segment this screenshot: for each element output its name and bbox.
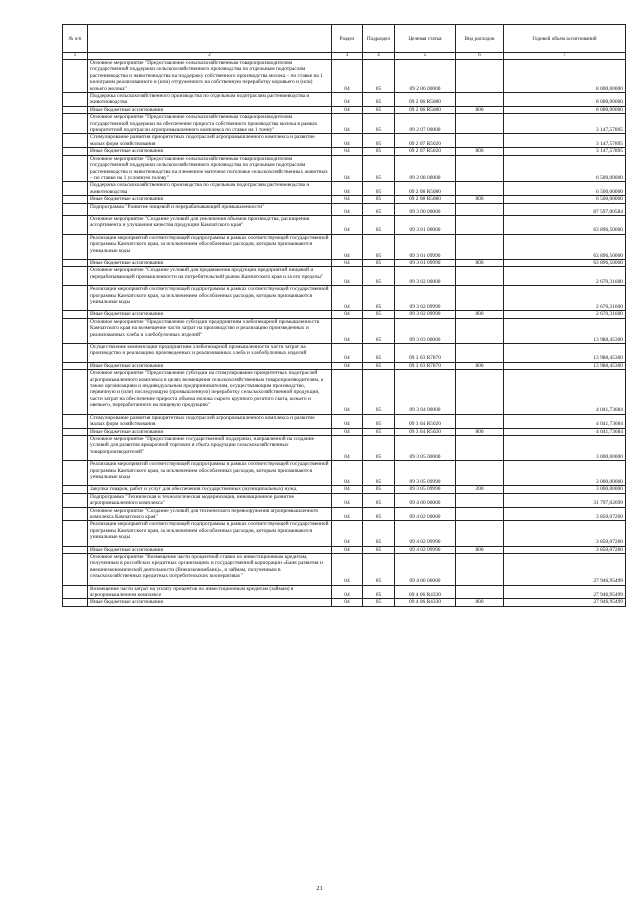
header-exptype: Вид расходов	[456, 25, 504, 53]
cell-target: 09 4 06 00000	[395, 554, 456, 586]
cell-section: 04	[332, 196, 363, 203]
cell-num	[63, 370, 88, 414]
cell-amount: 8 000,00000	[504, 60, 626, 93]
cell-section: 04	[332, 585, 363, 599]
cell-name: Иные бюджетные ассигнования	[88, 148, 332, 155]
cell-exptype	[456, 114, 504, 134]
cell-exptype: 800	[456, 362, 504, 369]
cell-amount: 27 946,95499	[504, 585, 626, 599]
cell-num	[63, 259, 88, 266]
cell-subsection: 05	[363, 428, 395, 435]
cell-subsection: 05	[363, 344, 395, 363]
table-row	[63, 134, 626, 148]
table-row	[63, 428, 626, 435]
cell-exptype: 800	[456, 148, 504, 155]
cell-amount: 2 670,31600	[504, 311, 626, 318]
cell-exptype: 200	[456, 486, 504, 493]
cell-amount: 4 041,73684	[504, 370, 626, 414]
cell-exptype: 800	[456, 311, 504, 318]
cell-num	[63, 114, 88, 134]
table-row	[63, 106, 626, 113]
cell-target: 09 4 02 09990	[395, 546, 456, 553]
table-row	[63, 370, 626, 414]
cell-section: 04	[332, 344, 363, 363]
cell-num	[63, 106, 88, 113]
cell-amount: 3 850,07200	[504, 521, 626, 546]
cell-subsection: 05	[363, 93, 395, 107]
cell-section: 04	[332, 318, 363, 343]
cell-target: 09 3 03 R7870	[395, 362, 456, 369]
cell-section: 04	[332, 461, 363, 486]
cell-amount: 27 946,95499	[504, 599, 626, 606]
cell-name: Основное мероприятие "Создание условий для технического перевооружения агропромышленного комплекса Камчатского края"	[88, 507, 332, 521]
table-row	[63, 259, 626, 266]
cell-section: 04	[332, 182, 363, 196]
cell-name: Реализация мероприятий соответствующей подпрограммы в рамках соответствующей государственной программы Камчатского края, за исключением обособленных расходов, которым присваиваются уникальные коды	[88, 461, 332, 486]
cell-amount: 3 850,07200	[504, 546, 626, 553]
cell-exptype	[456, 60, 504, 93]
cell-num	[63, 414, 88, 428]
cell-section: 04	[332, 106, 363, 113]
cell-section: 04	[332, 493, 363, 507]
header-amount: Годовой объем ассигнований	[504, 25, 626, 53]
header-subsection: Подраздел	[363, 25, 395, 53]
header-number: 5	[395, 53, 456, 60]
cell-name: Иные бюджетные ассигнования	[88, 362, 332, 369]
table-row	[63, 93, 626, 107]
cell-target: 09 3 05 00000	[395, 435, 456, 460]
cell-target: 09 3 04 00000	[395, 370, 456, 414]
cell-exptype	[456, 182, 504, 196]
cell-target: 09 3 02 09990	[395, 286, 456, 311]
table-row	[63, 486, 626, 493]
cell-section: 04	[332, 507, 363, 521]
cell-exptype	[456, 521, 504, 546]
cell-num	[63, 286, 88, 311]
cell-name: Реализация мероприятий соответствующей подпрограммы в рамках соответствующей государственной программы Камчатского края, за исключением обособленных расходов, которым присваиваются уникальные коды	[88, 521, 332, 546]
cell-num	[63, 93, 88, 107]
cell-num	[63, 215, 88, 234]
cell-section: 04	[332, 259, 363, 266]
cell-amount: 63 896,50000	[504, 215, 626, 234]
cell-target: 09 2 06 R5080	[395, 106, 456, 113]
cell-exptype: 800	[456, 546, 504, 553]
cell-target: 09 3 03 R7870	[395, 344, 456, 363]
cell-num	[63, 148, 88, 155]
cell-section: 04	[332, 599, 363, 606]
cell-exptype	[456, 318, 504, 343]
cell-exptype	[456, 267, 504, 286]
table-row	[63, 60, 626, 93]
cell-section: 04	[332, 286, 363, 311]
cell-name: Основное мероприятие "Создание условий для продвижения продукции предприятий пищевой и перерабатывающей промышленности на потребительский рынок Камчатского края и за его пределы"	[88, 267, 332, 286]
cell-target: 09 3 05 09990	[395, 461, 456, 486]
cell-num	[63, 344, 88, 363]
cell-exptype	[456, 414, 504, 428]
cell-name: Иные бюджетные ассигнования	[88, 428, 332, 435]
table-row	[63, 344, 626, 363]
cell-section: 04	[332, 370, 363, 414]
cell-name: Иные бюджетные ассигнования	[88, 259, 332, 266]
cell-section: 04	[332, 486, 363, 493]
table-row	[63, 286, 626, 311]
cell-num	[63, 585, 88, 599]
cell-target: 09 3 01 09990	[395, 234, 456, 259]
cell-subsection: 05	[363, 461, 395, 486]
cell-subsection: 05	[363, 414, 395, 428]
cell-amount: 4 041,73684	[504, 414, 626, 428]
cell-subsection: 05	[363, 486, 395, 493]
cell-target: 09 2 08 R5080	[395, 182, 456, 196]
table-row	[63, 215, 626, 234]
cell-num	[63, 554, 88, 586]
cell-name: Основное мероприятие "Предоставление государственной поддержки, направленной на создание условий для развития ярмарочной торговли и сбыта продукции сельскохозяйственных товаропроизводителей"	[88, 435, 332, 460]
header-name	[88, 25, 332, 53]
cell-num	[63, 311, 88, 318]
table-row	[63, 585, 626, 599]
cell-section: 04	[332, 362, 363, 369]
cell-target: 09 2 06 R5080	[395, 93, 456, 107]
cell-target: 09 4 06 R4330	[395, 599, 456, 606]
cell-amount: 13 988,45300	[504, 318, 626, 343]
cell-target: 09 2 07 R5020	[395, 134, 456, 148]
cell-num	[63, 203, 88, 215]
cell-name: Основное мероприятие "Предоставление сельскохозяйственным товаропроизводителям государственной поддержки сельскохозяйственного производства по отдельным подотраслям растениеводства и животноводства на племенное маточное поголовье сельскохозяйственных животных – по ставке на 1 условную голову"	[88, 155, 332, 182]
cell-section: 04	[332, 60, 363, 93]
cell-subsection: 05	[363, 234, 395, 259]
cell-amount: 6 500,00000	[504, 196, 626, 203]
cell-num	[63, 493, 88, 507]
cell-amount: 63 896,50000	[504, 234, 626, 259]
cell-num	[63, 182, 88, 196]
cell-num	[63, 546, 88, 553]
cell-target: 09 4 06 R4330	[395, 585, 456, 599]
cell-subsection: 05	[363, 599, 395, 606]
table-row	[63, 155, 626, 182]
cell-amount: 2 670,31600	[504, 286, 626, 311]
table-row	[63, 414, 626, 428]
cell-amount: 8 000,00000	[504, 106, 626, 113]
table-row	[63, 311, 626, 318]
header-row	[63, 25, 626, 53]
cell-exptype	[456, 554, 504, 586]
cell-section: 04	[332, 155, 363, 182]
cell-subsection: 05	[363, 554, 395, 586]
cell-name: Поддержка сельскохозяйственного производства по отдельным подотраслям растениеводства и животноводства	[88, 93, 332, 107]
cell-section: 04	[332, 414, 363, 428]
table-row	[63, 203, 626, 215]
cell-exptype	[456, 435, 504, 460]
cell-num	[63, 60, 88, 93]
cell-target: 09 3 04 R5020	[395, 414, 456, 428]
cell-target: 09 3 01 00000	[395, 215, 456, 234]
cell-subsection: 05	[363, 267, 395, 286]
cell-amount: 3 000,00000	[504, 435, 626, 460]
header-number: 6	[456, 53, 504, 60]
header-number: 7	[504, 53, 626, 60]
cell-target: 09 3 03 00000	[395, 318, 456, 343]
table-row	[63, 546, 626, 553]
cell-section: 04	[332, 234, 363, 259]
cell-subsection: 05	[363, 318, 395, 343]
cell-num	[63, 507, 88, 521]
cell-section: 04	[332, 114, 363, 134]
budget-table	[62, 24, 626, 607]
cell-exptype	[456, 507, 504, 521]
cell-target: 09 4 02 00000	[395, 507, 456, 521]
cell-amount: 4 041,73684	[504, 428, 626, 435]
budget-sheet	[62, 24, 625, 607]
cell-subsection: 05	[363, 114, 395, 134]
cell-amount: 6 500,00000	[504, 182, 626, 196]
table-row	[63, 114, 626, 134]
cell-amount: 63 896,50000	[504, 259, 626, 266]
cell-num	[63, 486, 88, 493]
cell-target: 09 4 02 09990	[395, 521, 456, 546]
cell-exptype: 800	[456, 428, 504, 435]
cell-subsection: 05	[363, 60, 395, 93]
cell-name: Подпрограмма "Развитие пищевой и перерабатывающей промышленности"	[88, 203, 332, 215]
cell-exptype: 800	[456, 599, 504, 606]
cell-exptype	[456, 155, 504, 182]
cell-subsection: 05	[363, 546, 395, 553]
cell-amount: 2 670,31600	[504, 267, 626, 286]
cell-section: 04	[332, 428, 363, 435]
table-row	[63, 234, 626, 259]
cell-exptype	[456, 344, 504, 363]
table-row	[63, 362, 626, 369]
cell-target: 09 3 02 09990	[395, 311, 456, 318]
cell-section: 04	[332, 148, 363, 155]
cell-section: 04	[332, 554, 363, 586]
cell-target: 09 2 07 00000	[395, 114, 456, 134]
cell-num	[63, 234, 88, 259]
table-row	[63, 267, 626, 286]
cell-name: Основное мероприятие "Предоставление сельскохозяйственным товаропроизводителям государственной поддержки сельскохозяйственного производства по отдельным подотраслям растениеводства и животноводства на поддержку собственного производства молока – по ставке на 1 килограмм реализованного и (или) отгруженного на собственную переработку коровьего и (или) козьего молока"	[88, 60, 332, 93]
cell-num	[63, 267, 88, 286]
table-row	[63, 599, 626, 606]
table-row	[63, 318, 626, 343]
cell-section: 04	[332, 267, 363, 286]
cell-subsection: 05	[363, 259, 395, 266]
cell-subsection: 05	[363, 203, 395, 215]
cell-exptype: 800	[456, 196, 504, 203]
cell-subsection: 05	[363, 370, 395, 414]
cell-exptype	[456, 493, 504, 507]
header-target: Целевая статья	[395, 25, 456, 53]
cell-section: 04	[332, 93, 363, 107]
cell-name: Иные бюджетные ассигнования	[88, 106, 332, 113]
cell-amount: 3 147,57895	[504, 114, 626, 134]
cell-subsection: 05	[363, 215, 395, 234]
header-number-row	[63, 53, 626, 60]
cell-target: 09 3 01 09990	[395, 259, 456, 266]
cell-amount: 8 000,00000	[504, 93, 626, 107]
cell-subsection: 05	[363, 585, 395, 599]
cell-name: Основное мероприятие "Создание условий для увеличения объемов производства, расширения ассортимента и улучшения качества продукции Камчатского края"	[88, 215, 332, 234]
cell-subsection: 05	[363, 435, 395, 460]
cell-name: Основное мероприятие "Предоставление сельскохозяйственным товаропроизводителям государственной поддержки на обеспечение прироста собственного производства молока в рамках приоритетной подотрасли агропромышленного комплекса по ставке на 1 тонну"	[88, 114, 332, 134]
cell-subsection: 05	[363, 155, 395, 182]
cell-exptype	[456, 234, 504, 259]
cell-subsection: 05	[363, 507, 395, 521]
cell-subsection: 05	[363, 362, 395, 369]
cell-subsection: 05	[363, 134, 395, 148]
cell-amount: 3 147,57895	[504, 134, 626, 148]
header-number: 4	[363, 53, 395, 60]
header-section: Раздел	[332, 25, 363, 53]
table-row	[63, 148, 626, 155]
cell-amount: 3 000,00000	[504, 461, 626, 486]
table-row	[63, 182, 626, 196]
cell-num	[63, 318, 88, 343]
cell-exptype: 800	[456, 106, 504, 113]
table-row	[63, 461, 626, 486]
cell-exptype	[456, 134, 504, 148]
cell-num	[63, 134, 88, 148]
cell-num	[63, 428, 88, 435]
cell-amount: 27 946,95499	[504, 554, 626, 586]
table-row	[63, 493, 626, 507]
table-row	[63, 554, 626, 586]
cell-target: 09 3 02 00000	[395, 267, 456, 286]
cell-name: Подпрограмма "Техническая и технологическая модернизация, инновационное развитие агропромышленного комплекса"	[88, 493, 332, 507]
cell-amount: 6 500,00000	[504, 155, 626, 182]
cell-subsection: 05	[363, 106, 395, 113]
cell-target: 09 2 08 00000	[395, 155, 456, 182]
cell-name: Основное мероприятие "Возмещение части процентной ставки по инвестиционным кредитам, полученным в российских кредитных организациях и государственной корпорации «Банк развития и внешнеэкономической деятельности (Внешэкономбанк)», и займам, полученным в сельскохозяйственных кредитных потребительских кооперативах"	[88, 554, 332, 586]
cell-num	[63, 521, 88, 546]
header-number: 2	[88, 53, 332, 60]
cell-name: Стимулирование развития приоритетных подотраслей агропромышленного комплекса и развитие малых форм хозяйствования	[88, 414, 332, 428]
cell-exptype	[456, 286, 504, 311]
cell-num	[63, 599, 88, 606]
cell-amount: 13 988,45300	[504, 344, 626, 363]
cell-num	[63, 362, 88, 369]
cell-subsection: 05	[363, 196, 395, 203]
cell-name: Стимулирование развития приоритетных подотраслей агропромышленного комплекса и развитие малых форм хозяйствования	[88, 134, 332, 148]
cell-target: 09 4 00 00000	[395, 493, 456, 507]
cell-subsection: 05	[363, 148, 395, 155]
cell-amount: 87 597,00584	[504, 203, 626, 215]
cell-num	[63, 196, 88, 203]
cell-section: 04	[332, 521, 363, 546]
cell-target: 09 3 00 00000	[395, 203, 456, 215]
cell-num	[63, 155, 88, 182]
cell-name: Возмещение части затрат на уплату процентов по инвестиционным кредитам (займам) в агропромышленном комплексе	[88, 585, 332, 599]
cell-section: 04	[332, 134, 363, 148]
table-row	[63, 507, 626, 521]
cell-section: 04	[332, 215, 363, 234]
cell-exptype	[456, 215, 504, 234]
table-row	[63, 521, 626, 546]
cell-section: 04	[332, 311, 363, 318]
cell-section: 04	[332, 546, 363, 553]
cell-name: Реализация мероприятий соответствующей подпрограммы в рамках соответствующей государственной программы Камчатского края, за исключением обособленных расходов, которым присваиваются уникальные коды	[88, 234, 332, 259]
cell-name: Осуществление компенсации предприятиям хлебопекарной промышленности части затрат на производство и реализацию произведенных и реализованных хлеба и хлебобулочных изделий	[88, 344, 332, 363]
cell-subsection: 05	[363, 182, 395, 196]
cell-exptype: 800	[456, 259, 504, 266]
cell-section: 04	[332, 203, 363, 215]
cell-amount: 3 000,00000	[504, 486, 626, 493]
cell-name: Поддержка сельскохозяйственного производства по отдельным подотраслям растениеводства и животноводства	[88, 182, 332, 196]
cell-amount: 3 850,07200	[504, 507, 626, 521]
cell-subsection: 05	[363, 311, 395, 318]
cell-subsection: 05	[363, 286, 395, 311]
page-number: 21	[316, 885, 323, 892]
cell-exptype	[456, 203, 504, 215]
cell-exptype	[456, 93, 504, 107]
cell-target: 09 2 07 R5020	[395, 148, 456, 155]
cell-exptype	[456, 370, 504, 414]
cell-name: Иные бюджетные ассигнования	[88, 546, 332, 553]
header-num: № п/п	[63, 25, 88, 53]
cell-name: Закупка товаров, работ и услуг для обеспечения государственных (муниципальных) нужд	[88, 486, 332, 493]
cell-name: Основное мероприятие "Предоставление субсидии на стимулирование приоритетных подотраслей агропромышленного комплекса в целях возмещения сельскохозяйственным товаропроизводителям, а также организациям и индивидуальным предпринимателям, осуществляющим производство, первичную и (или) последующую (промышленную) переработку сельскохозяйственной продукции, части затрат на обеспечение прироста объема молока сырого крупного рогатого скота, козьего и овечьего, переработанного на пищевую продукцию"	[88, 370, 332, 414]
table-row	[63, 196, 626, 203]
cell-name: Основное мероприятие "Предоставление субсидии предприятиям хлебопекарной промышленности Камчатского края на возмещение части затрат на производство и реализацию произведенных и реализованных хлеба и хлебобулочных изделий"	[88, 318, 332, 343]
cell-num	[63, 461, 88, 486]
cell-subsection: 05	[363, 521, 395, 546]
cell-name: Реализация мероприятий соответствующей подпрограммы в рамках соответствующей государственной программы Камчатского края, за исключением обособленных расходов, которым присваиваются уникальные коды	[88, 286, 332, 311]
cell-amount: 31 797,02699	[504, 493, 626, 507]
cell-name: Иные бюджетные ассигнования	[88, 196, 332, 203]
cell-subsection: 05	[363, 493, 395, 507]
cell-amount: 3 147,57895	[504, 148, 626, 155]
header-number: 1	[63, 53, 88, 60]
header-number: 3	[332, 53, 363, 60]
cell-amount: 13 988,45300	[504, 362, 626, 369]
cell-exptype	[456, 585, 504, 599]
table-row	[63, 435, 626, 460]
cell-name: Иные бюджетные ассигнования	[88, 599, 332, 606]
cell-target: 09 3 04 R5020	[395, 428, 456, 435]
cell-target: 09 2 06 00000	[395, 60, 456, 93]
cell-name: Иные бюджетные ассигнования	[88, 311, 332, 318]
cell-section: 04	[332, 435, 363, 460]
table-body	[63, 60, 626, 607]
cell-target: 09 3 05 09990	[395, 486, 456, 493]
cell-target: 09 2 08 R5080	[395, 196, 456, 203]
cell-num	[63, 435, 88, 460]
cell-exptype	[456, 461, 504, 486]
